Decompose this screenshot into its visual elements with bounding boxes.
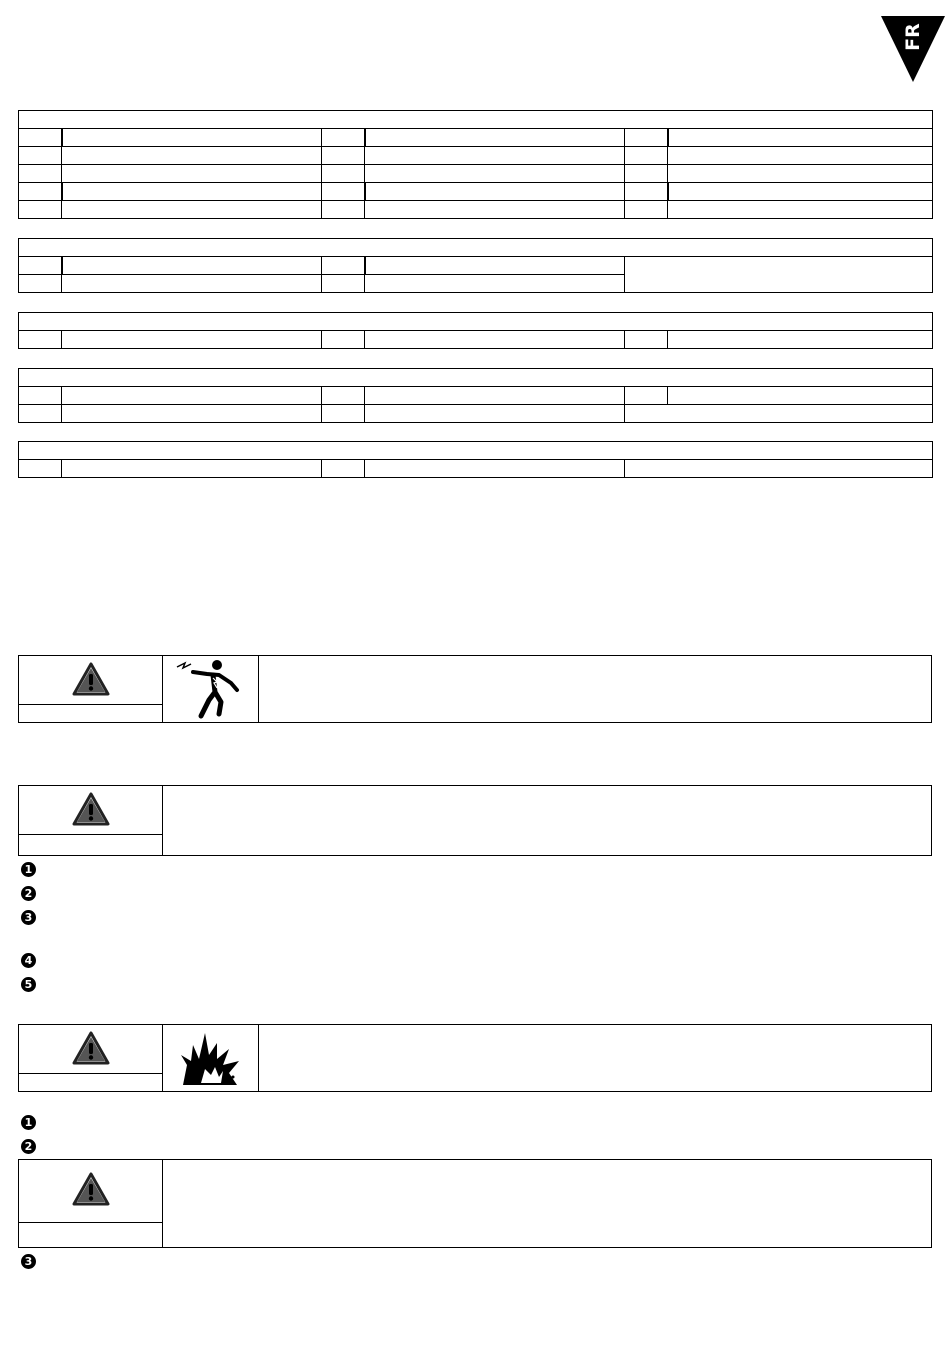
table-row — [19, 387, 933, 405]
warning-triangle-icon — [72, 662, 110, 696]
table-cell — [62, 257, 322, 275]
table-header — [19, 313, 933, 331]
table-cell — [625, 183, 668, 201]
table-cell — [62, 331, 322, 349]
table-cell — [322, 405, 365, 423]
spec-table-1 — [18, 110, 933, 219]
step-number-2: 2 — [21, 1139, 36, 1154]
table-cell — [625, 257, 933, 293]
table-cell — [668, 129, 933, 147]
table-cell — [322, 275, 365, 293]
spec-table-5 — [18, 441, 933, 478]
table-cell — [62, 147, 322, 165]
table-row — [19, 201, 933, 219]
table-row — [19, 257, 933, 275]
table-cell — [365, 183, 625, 201]
table-header — [19, 239, 933, 257]
table-cell — [322, 331, 365, 349]
signal-word-divider — [19, 834, 162, 835]
table-cell — [322, 460, 365, 478]
table-cell — [19, 147, 62, 165]
table-cell — [322, 387, 365, 405]
table-cell — [365, 460, 625, 478]
table-cell — [19, 331, 62, 349]
table-cell — [322, 165, 365, 183]
hazard-pictogram-cell — [163, 656, 259, 722]
table-cell — [365, 201, 625, 219]
table-header-row — [19, 111, 933, 129]
table-cell — [365, 257, 625, 275]
table-header-row — [19, 239, 933, 257]
table-cell — [625, 405, 933, 423]
table-cell — [19, 460, 62, 478]
step-number-3: 3 — [21, 1254, 36, 1269]
table-header-row — [19, 442, 933, 460]
table-cell — [365, 331, 625, 349]
table-cell — [19, 201, 62, 219]
table-cell — [365, 129, 625, 147]
table-cell — [625, 165, 668, 183]
table-header-row — [19, 369, 933, 387]
badge-label-wrap — [899, 22, 927, 52]
step-number-5: 5 — [21, 977, 36, 992]
step-number-1: 1 — [21, 1115, 36, 1130]
language-badge — [881, 16, 945, 82]
table-cell — [322, 257, 365, 275]
table-row — [19, 183, 933, 201]
table-cell — [322, 129, 365, 147]
spec-table-3 — [18, 312, 933, 349]
step-number-3: 3 — [21, 910, 36, 925]
table-cell — [62, 387, 322, 405]
table-cell — [19, 257, 62, 275]
table-cell — [365, 275, 625, 293]
table-cell — [19, 165, 62, 183]
spec-table-2 — [18, 238, 933, 293]
table-cell — [19, 275, 62, 293]
warning-signal-panel — [19, 786, 163, 855]
step-number-1: 1 — [21, 862, 36, 877]
table-header — [19, 111, 933, 129]
table-cell — [668, 387, 933, 405]
signal-word-divider — [19, 1073, 162, 1074]
table-cell — [668, 147, 933, 165]
table-cell — [365, 165, 625, 183]
table-header — [19, 369, 933, 387]
explosion-icon — [163, 1025, 259, 1091]
warning-signal-panel — [19, 656, 163, 722]
table-cell — [19, 387, 62, 405]
warning-signal-panel — [19, 1025, 163, 1091]
table-cell — [62, 460, 322, 478]
table-cell — [322, 183, 365, 201]
table-header-row — [19, 313, 933, 331]
table-cell — [62, 275, 322, 293]
spec-table-4 — [18, 368, 933, 423]
table-row — [19, 460, 933, 478]
warning-signal-panel — [19, 1160, 163, 1247]
table-cell — [625, 147, 668, 165]
electric-shock-icon — [163, 656, 259, 722]
step-number-2: 2 — [21, 886, 36, 901]
table-cell — [668, 201, 933, 219]
table-cell — [62, 165, 322, 183]
hazard-pictogram-cell — [163, 1025, 259, 1091]
table-cell — [365, 147, 625, 165]
table-cell — [625, 331, 668, 349]
table-cell — [19, 405, 62, 423]
table-cell — [668, 331, 933, 349]
table-cell — [62, 183, 322, 201]
warning-box-explosion — [18, 1024, 932, 1092]
table-cell — [19, 129, 62, 147]
table-cell — [62, 129, 322, 147]
table-cell — [19, 183, 62, 201]
table-cell — [625, 201, 668, 219]
table-cell — [668, 165, 933, 183]
warning-triangle-icon — [72, 1031, 110, 1065]
table-cell — [322, 201, 365, 219]
warning-triangle-icon — [72, 1172, 110, 1206]
table-cell — [322, 147, 365, 165]
table-cell — [625, 387, 668, 405]
table-row — [19, 331, 933, 349]
table-cell — [625, 460, 933, 478]
warning-box-caution — [18, 1159, 932, 1248]
table-cell — [62, 405, 322, 423]
warning-box-general — [18, 785, 932, 856]
badge-label: FR — [902, 23, 924, 51]
table-cell — [625, 129, 668, 147]
table-row — [19, 129, 933, 147]
table-row — [19, 147, 933, 165]
signal-word-divider — [19, 704, 162, 705]
table-cell — [668, 183, 933, 201]
warning-box-shock — [18, 655, 932, 723]
table-cell — [62, 201, 322, 219]
signal-word-divider — [19, 1222, 162, 1223]
table-header — [19, 442, 933, 460]
table-row — [19, 405, 933, 423]
table-cell — [365, 405, 625, 423]
warning-triangle-icon — [72, 792, 110, 826]
table-row — [19, 165, 933, 183]
step-number-4: 4 — [21, 953, 36, 968]
table-cell — [365, 387, 625, 405]
